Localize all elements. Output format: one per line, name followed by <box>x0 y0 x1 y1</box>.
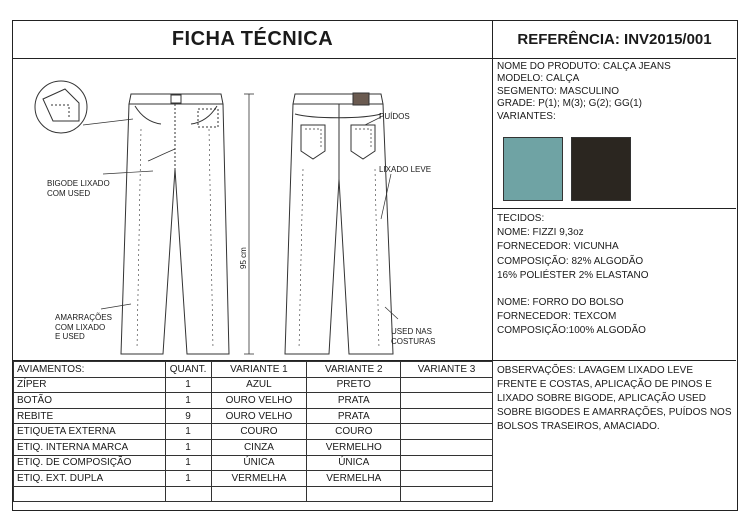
trim-v2: PRETO <box>307 377 401 393</box>
trim-v1: ÚNICA <box>211 455 307 471</box>
trim-v1 <box>211 486 307 502</box>
table-row <box>14 408 493 424</box>
fabric-line: NOME: FIZZI 9,3oz <box>497 227 584 239</box>
variant-swatch-1 <box>503 137 563 201</box>
back-pocket-left <box>301 125 325 159</box>
product-variants-label: VARIANTES: <box>497 110 556 122</box>
trim-v3 <box>401 393 493 409</box>
product-name: NOME DO PRODUTO: CALÇA JEANS <box>497 61 671 72</box>
label-bigode: BIGODE LIXADO COM USED <box>47 179 110 198</box>
fabric-line: 16% POLIÉSTER 2% ELASTANO <box>497 269 649 281</box>
trim-v3 <box>401 424 493 440</box>
lining-line: COMPOSIÇÃO:100% ALGODÃO <box>497 325 646 337</box>
trim-name: REBITE <box>14 408 166 424</box>
back-pocket-right <box>351 125 375 159</box>
trim-qty: 1 <box>165 393 211 409</box>
trim-v3 <box>401 377 493 393</box>
trim-v3 <box>401 455 493 471</box>
trim-qty: 1 <box>165 424 211 440</box>
col-header: VARIANTE 2 <box>307 362 401 378</box>
trim-name: BOTÃO <box>14 393 166 409</box>
trim-v2: PRATA <box>307 393 401 409</box>
trim-name: ETIQ. DE COMPOSIÇÃO <box>14 455 166 471</box>
trim-name: ETIQ. INTERNA MARCA <box>14 439 166 455</box>
product-grade: GRADE: P(1); M(3); G(2); GG(1) <box>497 98 643 110</box>
fabric-info-panel <box>493 209 736 361</box>
trim-name: ETIQUETA EXTERNA <box>14 424 166 440</box>
front-jeans <box>121 94 229 354</box>
trim-name: ZÍPER <box>14 377 166 393</box>
trim-qty: 1 <box>165 439 211 455</box>
table-row <box>14 377 493 393</box>
observations-panel: OBSERVAÇÕES: LAVAGEM LIXADO LEVE FRENTE E COSTAS, APLICAÇÃO DE PINOS E LIXADO SOBRE BIGODE, APLICAÇÃO USED SOBRE BIGODES E AMARRAÇÕES, PUÍDOS NOS BOLSOS TRASEIROS, AMACIADO. <box>497 365 732 432</box>
trim-v2: COURO <box>307 424 401 440</box>
col-header: AVIAMENTOS: <box>14 362 166 378</box>
col-header: QUANT. <box>165 362 211 378</box>
trim-qty: 1 <box>165 455 211 471</box>
fabric-line: FORNECEDOR: VICUNHA <box>497 241 619 253</box>
col-header: VARIANTE 1 <box>211 362 307 378</box>
product-segment: SEGMENTO: MASCULINO <box>497 85 620 97</box>
trim-name <box>14 486 166 502</box>
trim-v1: OURO VELHO <box>211 408 307 424</box>
reference-code: REFERÊNCIA: INV2015/001 <box>493 21 736 59</box>
trim-v2 <box>307 486 401 502</box>
table-row <box>14 486 493 502</box>
lining-line: FORNECEDOR: TEXCOM <box>497 311 617 323</box>
trim-v3 <box>401 486 493 502</box>
trim-v3 <box>401 408 493 424</box>
table-row <box>14 424 493 440</box>
product-model: MODELO: CALÇA <box>497 73 580 85</box>
product-info-panel <box>493 59 736 209</box>
trim-v3 <box>401 439 493 455</box>
fabric-line: COMPOSIÇÃO: 82% ALGODÃO <box>497 255 644 267</box>
trim-v1: COURO <box>211 424 307 440</box>
fabric-line: TECIDOS: <box>497 213 545 224</box>
lining-line: NOME: FORRO DO BOLSO <box>497 297 624 309</box>
label-used-costuras: USED NAS COSTURAS <box>391 327 436 346</box>
trim-v2: VERMELHA <box>307 471 401 487</box>
trims-header-row <box>14 362 493 378</box>
table-row <box>14 471 493 487</box>
trim-v3 <box>401 471 493 487</box>
trim-qty: 1 <box>165 471 211 487</box>
trim-v2: ÚNICA <box>307 455 401 471</box>
trim-name: ETIQ. EXT. DUPLA <box>14 471 166 487</box>
label-length-measure: 95 cm <box>239 247 248 269</box>
trim-v2: PRATA <box>307 408 401 424</box>
garment-drawing <box>13 59 493 361</box>
back-leather-patch <box>353 93 369 105</box>
table-row <box>14 393 493 409</box>
table-row <box>14 439 493 455</box>
col-header: VARIANTE 3 <box>401 362 493 378</box>
label-lixado-leve: LIXADO LEVE <box>379 165 432 174</box>
trim-qty: 1 <box>165 377 211 393</box>
trim-qty <box>165 486 211 502</box>
sheet-title: FICHA TÉCNICA <box>13 21 493 59</box>
label-amarracoes: AMARRAÇÕES COM LIXADO E USED <box>55 313 112 341</box>
trims-table <box>13 361 493 502</box>
trim-v1: OURO VELHO <box>211 393 307 409</box>
trim-v2: VERMELHO <box>307 439 401 455</box>
back-jeans <box>285 93 393 354</box>
variant-swatch-2 <box>571 137 631 201</box>
trim-v1: CINZA <box>211 439 307 455</box>
trim-v1: AZUL <box>211 377 307 393</box>
tech-sheet-frame <box>12 20 738 511</box>
table-row <box>14 455 493 471</box>
trim-v1: VERMELHA <box>211 471 307 487</box>
trim-qty: 9 <box>165 408 211 424</box>
label-puidos: PUÍDOS <box>379 112 410 121</box>
